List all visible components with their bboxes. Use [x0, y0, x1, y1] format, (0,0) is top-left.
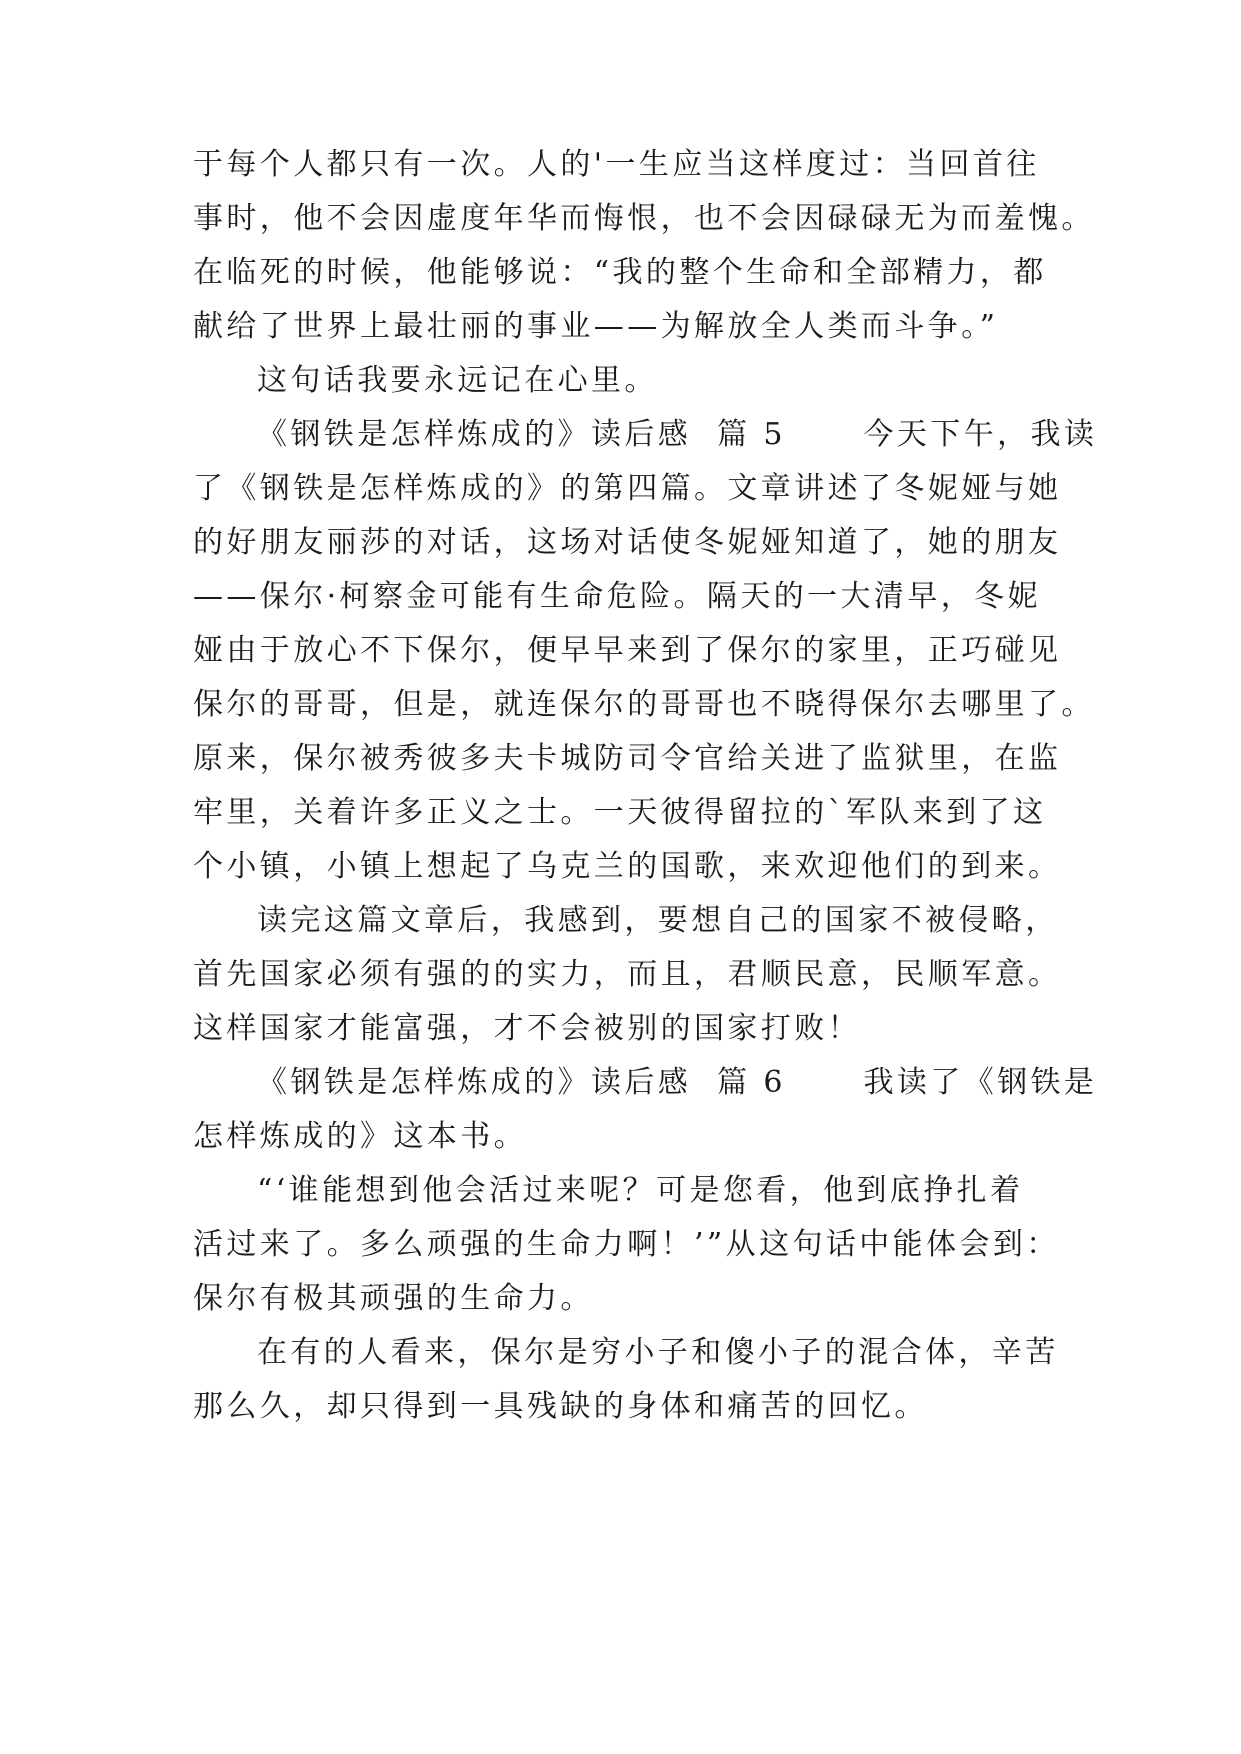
text-line: 保尔的哥哥，但是，就连保尔的哥哥也不晓得保尔去哪里了。	[193, 687, 1095, 722]
text-line: 这样国家才能富强，才不会被别的国家打败！	[193, 1011, 861, 1046]
text-line: 那么久，却只得到一具残缺的身体和痛苦的回忆。	[193, 1389, 928, 1424]
text-line: 首先国家必须有强的的实力，而且，君顺民意，民顺军意。	[193, 957, 1062, 992]
text-line: 怎样炼成的》这本书。	[193, 1119, 527, 1154]
text-line: 了《钢铁是怎样炼成的》的第四篇。文章讲述了冬妮娅与她	[193, 471, 1062, 506]
text-line: 于每个人都只有一次。人的'一生应当这样度过：当回首往	[193, 147, 1040, 182]
text-line: 娅由于放心不下保尔，便早早来到了保尔的家里，正巧碰见	[193, 633, 1062, 668]
section-heading-5: 《钢铁是怎样炼成的》读后感 篇 5 今天下午，我读	[257, 417, 1098, 452]
text-line: 这句话我要永远记在心里。	[257, 363, 658, 398]
text-line: 原来，保尔被秀彼多夫卡城防司令官给关进了监狱里，在监	[193, 741, 1062, 776]
text-line: 个小镇，小镇上想起了乌克兰的国歌，来欢迎他们的到来。	[193, 849, 1062, 884]
section-heading-6: 《钢铁是怎样炼成的》读后感 篇 6 我读了《钢铁是	[257, 1065, 1098, 1100]
text-line: “‘谁能想到他会活过来呢？可是您看，他到底挣扎着	[257, 1173, 1024, 1208]
text-line: ——保尔·柯察金可能有生命危险。隔天的一大清早，冬妮	[193, 579, 1041, 614]
text-line: 牢里，关着许多正义之士。一天彼得留拉的`军队来到了这	[193, 795, 1047, 830]
text-line: 活过来了。多么顽强的生命力啊！’”从这句话中能体会到：	[193, 1227, 1060, 1262]
text-line: 事时，他不会因虚度年华而悔恨，也不会因碌碌无为而羞愧。	[193, 201, 1095, 236]
text-line: 在有的人看来，保尔是穷小子和傻小子的混合体，辛苦	[257, 1335, 1059, 1370]
text-line: 读完这篇文章后，我感到，要想自己的国家不被侵略，	[257, 903, 1059, 938]
text-line: 在临死的时候，他能够说：“我的整个生命和全部精力，都	[193, 255, 1047, 290]
text-line: 保尔有极其顽强的生命力。	[193, 1281, 594, 1316]
text-line: 献给了世界上最壮丽的事业——为解放全人类而斗争。”	[193, 309, 999, 344]
text-line: 的好朋友丽莎的对话，这场对话使冬妮娅知道了，她的朋友	[193, 525, 1062, 560]
